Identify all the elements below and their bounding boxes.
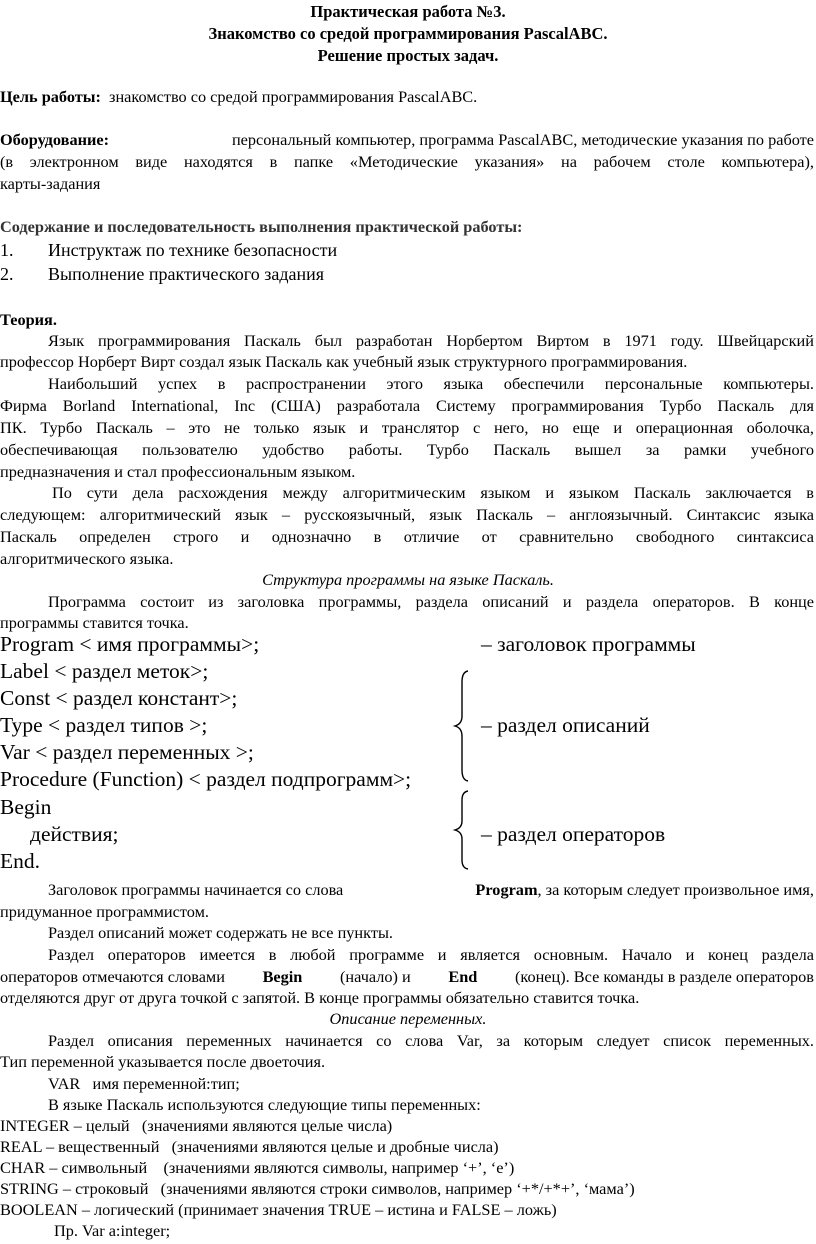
explanation-p2: Раздел описаний может содержать не все пункты. <box>48 923 393 942</box>
equipment-line-3: карты-задания <box>0 174 101 193</box>
explanation-p3-text-b: (начало) и <box>339 967 411 986</box>
keyword-begin: Begin <box>262 967 303 986</box>
content-item-2 <box>0 263 325 285</box>
note-header: – заголовок программы <box>481 632 696 656</box>
variables-syntax: VAR имя переменной:тип; <box>48 1074 240 1093</box>
goal-label: Цель работы: <box>0 87 101 106</box>
variables-heading: Описание переменных. <box>329 1009 487 1028</box>
title-line-3: Решение простых задач. <box>317 46 499 65</box>
structure-intro-line-1: Программа состоит из заголовка программы, раздела описаний и раздела операторов. В конце <box>48 592 814 611</box>
theory-p2-line-2: Фирма Borland International, Inc (США) разработала Систему программирования Турбо Паскаль для <box>0 396 814 415</box>
equipment-label: Оборудование: <box>0 130 109 149</box>
code-line-procedure: Procedure (Function) < раздел подпрограмм>; <box>0 767 412 791</box>
theory-p2-line-5: предназначения и стал профессиональным языком. <box>0 462 356 481</box>
content-heading: Содержание и последовательность выполнения практической работы: <box>0 217 523 236</box>
explanation-p1-line-2: придуманное программистом. <box>0 902 209 921</box>
brace-descriptions-icon <box>452 670 482 782</box>
content-item-1 <box>0 239 338 261</box>
variables-types-intro: В языке Паскаль используются следующие типы переменных: <box>48 1095 481 1114</box>
explanation-p3-line-1: Раздел операторов имеется в любой программе и является основным. Начало и конец раздела <box>48 945 814 964</box>
explanation-p3-line-2 <box>0 967 814 987</box>
content-item-text: Выполнение практического задания <box>48 264 325 284</box>
type-real: REAL – вещественный (значениями являются целые и дробные числа) <box>0 1137 499 1156</box>
note-descriptions: – раздел описаний <box>481 713 650 737</box>
theory-p3-line-2: следующем: алгоритмический язык – русскоязычный, язык Паскаль – англоязычный. Синтаксис языка <box>0 505 814 524</box>
code-line-type: Type < раздел типов >; <box>0 713 208 737</box>
variables-example: Пр. Var a:integer; <box>54 1221 171 1240</box>
code-line-const: Const < раздел констант>; <box>0 686 238 710</box>
goal-text: знакомство со средой программирования PascalABC. <box>109 87 478 106</box>
title-line-2: Знакомство со средой программирования PascalABC. <box>208 24 608 43</box>
type-char: CHAR – символьный (значениями являются символы, например ‘+’, ‘е’) <box>0 1158 515 1177</box>
code-line-program: Program < имя программы>; <box>0 632 260 656</box>
variables-p1-line-2: Тип переменной указывается после двоеточия. <box>0 1052 326 1071</box>
brace-operators-icon <box>452 790 482 870</box>
explanation-p1-text-b: , за которым следует произвольное имя, <box>537 880 814 899</box>
theory-p1-line-1: Язык программирования Паскаль был разработан Норбертом Виртом в 1971 году. Швейцарский <box>48 331 814 350</box>
content-item-number: 1. <box>0 240 14 260</box>
title-line-1: Практическая работа №3. <box>310 2 506 21</box>
equipment-text-1: персональный компьютер, программа PascalABC, методические указания по работе <box>231 130 814 149</box>
note-operators: – раздел операторов <box>481 822 666 846</box>
theory-p2-line-3: ПК. Турбо Паскаль – это не только язык и транслятор с него, но еще и операционная оболочка, <box>0 418 814 437</box>
theory-p2-line-1: Наибольший успех в распространении этого языка обеспечили персональные компьютеры. <box>48 374 814 393</box>
structure-heading: Структура программы на языке Паскаль. <box>262 570 554 589</box>
code-line-end: End. <box>0 849 41 873</box>
explanation-p3-text-a: операторов отмечаются словами <box>0 967 225 986</box>
equipment-line-1 <box>0 130 814 150</box>
equipment-line-2: (в электронном виде находятся в папке «Методические указания» на рабочем столе компьютера), <box>0 152 814 171</box>
keyword-end: End <box>448 967 478 986</box>
explanation-p1-text-a: Заголовок программы начинается со слова <box>48 880 344 899</box>
explanation-p3-text-c: (конец). Все команды в разделе операторов <box>514 967 814 986</box>
explanation-p1-line-1 <box>48 880 814 900</box>
theory-p3-line-3: Паскаль определен строго и однозначно в отличие от сравнительно свободного синтаксиса <box>0 527 814 546</box>
theory-p3-line-4: алгоритмического языка. <box>0 549 174 568</box>
variables-p1-line-1: Раздел описания переменных начинается со слова Var, за которым следует список переменных. <box>48 1031 814 1050</box>
content-item-number: 2. <box>0 264 14 284</box>
type-boolean: BOOLEAN – логический (принимает значения TRUE – истина и FALSE – ложь) <box>0 1200 557 1219</box>
content-item-text: Инструктаж по технике безопасности <box>48 240 338 260</box>
code-line-actions: действия; <box>30 822 119 846</box>
structure-intro-line-2: программы ставится точка. <box>0 613 189 632</box>
theory-p3-line-1: По сути дела расхождения между алгоритмическим языком и языком Паскаль заключается в <box>52 483 814 502</box>
code-line-label: Label < раздел меток>; <box>0 659 209 683</box>
keyword-program: Program <box>475 880 538 899</box>
code-line-var: Var < раздел переменных >; <box>0 740 254 764</box>
theory-p1-line-2: профессор Норберт Вирт создал язык Паскаль как учебный язык структурного программирования. <box>0 352 688 371</box>
code-line-begin: Begin <box>0 795 52 819</box>
theory-heading: Теория. <box>0 310 57 329</box>
theory-p2-line-4: обеспечивающая пользователю удобство работы. Турбо Паскаль вышел за рамки учебного <box>0 440 814 459</box>
explanation-p3-line-3: отделяются друг от друга точкой с запятой. В конце программы обязательно ставится точка. <box>0 988 640 1007</box>
type-string: STRING – строковый (значениями являются строки символов, например ‘+*/+*+’, ‘мама’) <box>0 1179 635 1198</box>
type-integer: INTEGER – целый (значениями являются целые числа) <box>0 1116 393 1135</box>
goal-line <box>0 87 477 107</box>
